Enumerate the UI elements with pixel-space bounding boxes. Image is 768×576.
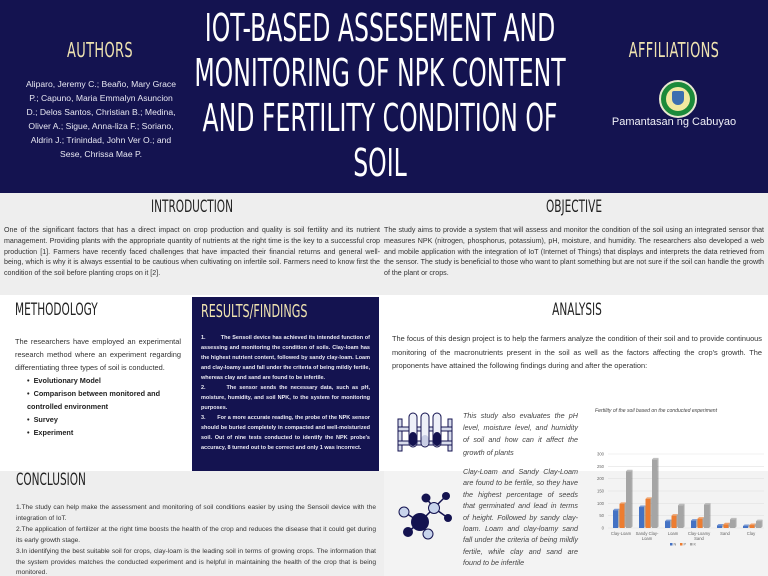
- bar-N: [639, 507, 644, 528]
- methodology-item: • Comparison between monitored and controlled environment: [27, 387, 181, 413]
- affiliation-name: Pamantasan ng Cabuyao: [611, 116, 737, 128]
- methodology-item: • Experiment: [27, 426, 181, 439]
- introduction-section: [4, 197, 380, 279]
- y-tick-label: 200: [597, 476, 604, 482]
- x-tick-label: Sand: [720, 531, 730, 536]
- bar-N: [743, 526, 748, 528]
- objective-heading: OBJECTIVE: [545, 197, 603, 217]
- legend-label: K: [693, 542, 697, 547]
- bar-N: [691, 521, 696, 528]
- bar-N: [665, 521, 670, 528]
- results-item: 2. The sensor sends the necessary data, such as pH, moisture, humidity, and soil NPK, to the system for monitoring purposes.: [201, 385, 370, 411]
- methodology-list: [27, 374, 181, 439]
- bar-side: [709, 503, 711, 528]
- x-tick-label: Clay: [746, 531, 756, 536]
- results-heading: RESULTS/FINDINGS: [201, 301, 308, 322]
- authors-heading: AUTHORS: [67, 38, 133, 62]
- bar-side: [631, 470, 633, 528]
- conclusion-item: 3.In identifying the best suitable soil for crops, clay-loam is the leading soil in terms of growing crops. The information that the system provides matches the conducted experiment and is helpful in maintaining the health of the crop that is being monitored.: [16, 547, 376, 576]
- legend-label: P: [683, 542, 687, 547]
- legend-swatch: [670, 543, 673, 546]
- bar-side: [651, 497, 653, 528]
- analysis-text: The focus of this design project is to help the farmers analyze the condition of their soil and to provide continuous monitoring of the macronutrients present in the soil as well as the factors affecting the crop's growth. The proponents have attained the following findings during and after the operation:: [392, 334, 762, 370]
- molecule-icon: [398, 488, 458, 540]
- y-tick-label: 100: [597, 500, 604, 506]
- bar-K: [678, 505, 683, 528]
- bar-side: [677, 514, 679, 528]
- results-text: [201, 333, 370, 453]
- results-item: 3. For a more accurate reading, the probe of the NPK sensor should be buried completely in compacted and well-moisturized soil. Out of nine tests conducted to identify the NPK probe's accuracy, 8 turned out to be correct and only 1 was incorrect.: [201, 415, 370, 451]
- introduction-heading: INTRODUCTION: [151, 197, 233, 217]
- bar-side: [696, 519, 698, 528]
- bar-chart-plot: [588, 405, 768, 555]
- results-item: 1. The Sensoil device has achieved its intended function of assessing and monitoring the condition of soils. Clay-loam has the highest nutrient content, followed by sandy clay-loam. Loam and clay-loamy sand fall under the criteria of being mildly fertile, whereas clay and sand are found to be infertile.: [201, 335, 370, 381]
- affiliations-heading: AFFILIATIONS: [628, 38, 720, 62]
- test-tubes-icon: [396, 411, 454, 453]
- legend-swatch: [690, 543, 693, 546]
- bar-P: [750, 525, 755, 528]
- methodology-item: • Survey: [27, 413, 181, 426]
- analysis-note-ph: This study also evaluates the pH level, moisture level, and humidity of soil and how can it affect the growth of plants: [463, 411, 578, 457]
- legend-label: N: [673, 542, 677, 547]
- conclusion-heading: CONCLUSION: [16, 470, 86, 490]
- poster-title: [194, 6, 566, 186]
- bar-side: [657, 458, 659, 528]
- y-tick-label: 50: [599, 513, 604, 519]
- legend-swatch: [680, 543, 683, 546]
- y-tick-label: 150: [597, 488, 604, 494]
- bar-side: [644, 506, 646, 528]
- bar-P: [646, 499, 651, 528]
- methodology-heading: METHODOLOGY: [15, 300, 98, 320]
- bar-K: [704, 505, 709, 528]
- bar-K: [626, 471, 631, 528]
- bar-P: [698, 519, 703, 528]
- bar-side: [683, 504, 685, 528]
- bar-K: [652, 459, 657, 528]
- chart-title: Fertility of the soil based on the conducted experiment: [595, 408, 718, 414]
- conclusion-item: 1.The study can help make the assessment and monitoring of soil conditions easier by using the Sensoil device with the integration of IoT.: [16, 504, 376, 522]
- analysis-section: [392, 300, 762, 373]
- authors-list: Aliparo, Jeremy C.; Beaño, Mary Grace P.; Capuno, Maria Emmalyn Asuncion D.; Delos Santos, Christian B.; Medina, Oliver A.; Sigue, Anna-liza F.; Soriano, Aldrin J.; Trinindad, John Ver O.; and Sese, Chrissa Mae P.: [26, 79, 176, 159]
- analysis-heading: ANALYSIS: [552, 300, 602, 320]
- bar-side: [618, 509, 620, 528]
- methodology-item: • Evolutionary Model: [27, 374, 181, 387]
- bar-N: [717, 526, 722, 528]
- y-tick-label: 300: [597, 451, 604, 457]
- y-tick-label: 250: [597, 463, 604, 469]
- bar-K: [730, 519, 735, 528]
- x-tick-label: Sand: [694, 536, 704, 541]
- x-tick-label: Clay-Loamy: [687, 531, 711, 536]
- objective-section: [384, 197, 764, 279]
- x-tick-label: Loam: [667, 531, 679, 536]
- title-line: MONITORING OF NPK CONTENT: [194, 51, 566, 95]
- results-section: [192, 297, 379, 472]
- bar-N: [613, 510, 618, 528]
- bar-P: [620, 504, 625, 528]
- bar-P: [672, 516, 677, 528]
- x-tick-label: Loam: [641, 536, 653, 541]
- conclusion-item: 2.The application of fertilizer at the right time boosts the health of the crop and reduces the disease that it could get during its early growth stage.: [16, 525, 376, 544]
- authors-section: [0, 0, 200, 193]
- university-seal-icon: [659, 80, 697, 118]
- conclusion-text: [16, 503, 376, 576]
- introduction-text: One of the significant factors that has a direct impact on crop production and quality is soil fertility and its nutrient management. Providing plants with the appropriate quantity of nutrients at the right time is the key to a successful crop production [1]. Farmers have recently faced challenges that have impacted their financial returns and general well-being, which is why it is always essential to be cautious when cultivating on infertile soil. Farmers need to know first the condition of the soil before planting crops on it [2].: [4, 226, 380, 278]
- bar-side: [703, 517, 705, 528]
- analysis-note-fertility: Clay-Loam and Sandy Clay-Loam are found to be fertile, so they have the highest percentage of seeds that germinated and lead in terms of height. Followed by sandy clay-loam. Loam and clay-loamy sand fall under the criteria of being mildly fertile, while clay and sand are found to be infertile: [463, 467, 578, 568]
- bar-K: [756, 521, 761, 528]
- methodology-text: The researchers have employed an experimental research method where an experiment regarding differentiating three types of soil is conducted.: [15, 337, 181, 372]
- title-line: IOT-BASED ASSESEMENT AND: [204, 6, 556, 50]
- bar-P: [724, 524, 729, 528]
- title-line: AND FERTILITY CONDITION OF: [202, 96, 558, 140]
- x-tick-label: Clay-Loam: [610, 531, 632, 536]
- y-tick-label: 0: [601, 525, 604, 531]
- bar-side: [625, 502, 627, 528]
- conclusion-section: [16, 470, 376, 576]
- title-line: SOIL: [353, 141, 407, 185]
- fertility-chart: [588, 405, 768, 555]
- x-tick-label: Sandy Clay-: [635, 531, 659, 536]
- bar-side: [735, 518, 737, 528]
- methodology-section: [15, 300, 181, 439]
- objective-text: The study aims to provide a system that will assess and monitor the condition of the soil using an integrated sensor that measures NPK (nitrogen, phosphorus, potassium), pH, moisture, and humidity. The researchers also developed a web and mobile application with the integration of IoT (Internet of Things) that displays and interprets the data retrieved from the sensor. The study is beneficial to those who want to plant something but are not sure if the soil can handle the growth of the plant or crops.: [384, 226, 764, 278]
